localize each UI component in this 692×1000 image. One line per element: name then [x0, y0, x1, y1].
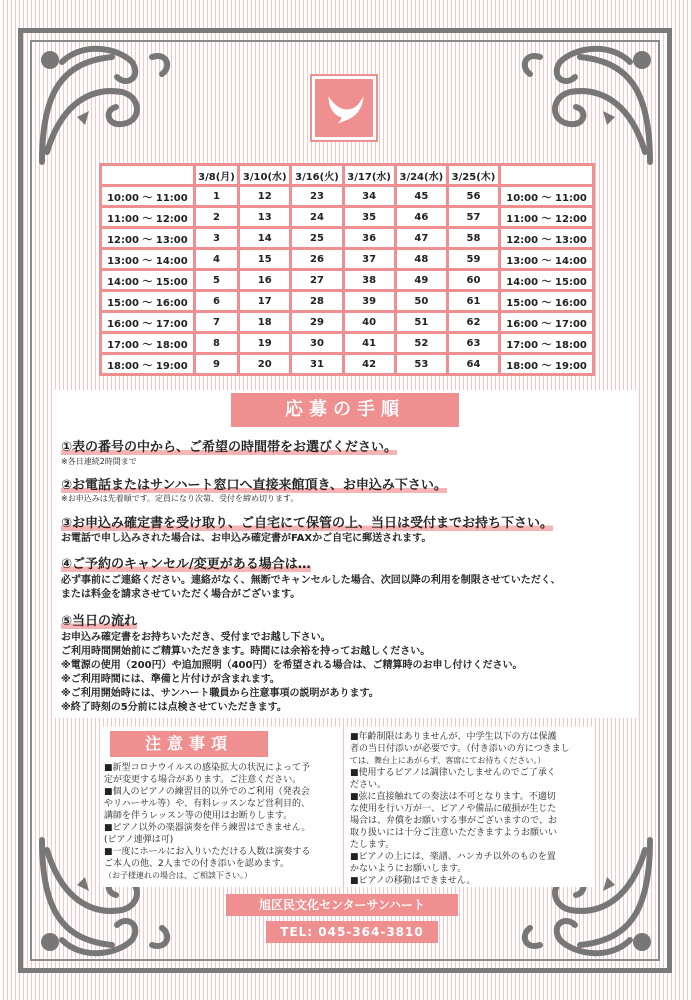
time-cell: 15:00 ～ 16:00 [501, 292, 592, 310]
slot-cell: 51 [397, 313, 446, 331]
slot-cell: 40 [345, 313, 394, 331]
caution-item: ■ピアノの上には、楽譜、ハンカチ以外のものを置 [350, 852, 556, 862]
top-left-ornament-icon [22, 32, 182, 182]
slot-cell: 28 [292, 292, 341, 310]
slot-cell: 47 [397, 229, 446, 247]
slot-cell: 30 [292, 334, 341, 352]
slot-cell: 37 [345, 250, 394, 268]
step-2-note: ※お申込みは先着順です。定員になり次第、受付を締め切ります。 [61, 494, 299, 503]
venue-name: 旭区民文化センターサンハート [226, 894, 458, 916]
table-row [102, 334, 592, 352]
header-cell [501, 166, 592, 184]
slot-cell: 58 [449, 229, 498, 247]
slot-cell: 4 [196, 250, 237, 268]
caution-item: ■使用するピアノは調律いたしませんのでご了承く [350, 768, 556, 778]
slot-cell: 3 [196, 229, 237, 247]
slot-cell: 16 [240, 271, 289, 289]
step-2-text: ②お電話またはサンハート窓口へ直接来館頂き、お申込み下さい。 [61, 478, 447, 493]
slot-cell: 46 [397, 208, 446, 226]
time-cell: 12:00 ～ 13:00 [501, 229, 592, 247]
slot-cell: 60 [449, 271, 498, 289]
slot-cell: 52 [397, 334, 446, 352]
step-4-text-line-2: または料金を請求させていただく場合がございます。 [61, 589, 301, 600]
caution-item: たします。 [350, 840, 395, 850]
step-4-text-line-1: 必ず事前にご連絡ください。連絡がなく、無断でキャンセルした場合、次回以降の利用を制限させていただく、 [61, 575, 561, 586]
slot-cell: 48 [397, 250, 446, 268]
header-cell: 3/24(水) [397, 166, 446, 184]
slot-cell: 57 [449, 208, 498, 226]
slot-cell: 20 [240, 355, 289, 373]
slot-cell: 39 [345, 292, 394, 310]
schedule-table [99, 163, 595, 376]
time-cell: 17:00 ～ 18:00 [102, 334, 193, 352]
table-row [102, 271, 592, 289]
slot-cell: 34 [345, 187, 394, 205]
slot-cell: 19 [240, 334, 289, 352]
slot-cell: 45 [397, 187, 446, 205]
slot-cell: 24 [292, 208, 341, 226]
time-cell: 11:00 ～ 12:00 [501, 208, 592, 226]
slot-cell: 35 [345, 208, 394, 226]
step-3 [61, 512, 553, 531]
slot-cell: 2 [196, 208, 237, 226]
time-cell: 14:00 ～ 15:00 [501, 271, 592, 289]
caution-item: かないようにお願いします。 [350, 864, 467, 874]
caution-right-list [350, 731, 570, 887]
step-2 [61, 474, 447, 493]
slot-cell: 59 [449, 250, 498, 268]
slot-cell: 31 [292, 355, 341, 373]
step-1 [61, 436, 397, 455]
step-5-line: ※ご利用開始時には、サンハート職員から注意事項の説明があります。 [61, 688, 379, 699]
slot-cell: 7 [196, 313, 237, 331]
table-row [102, 313, 592, 331]
step-5-text: ⑤当日の流れ [61, 614, 138, 629]
phone-number[interactable]: TEL: 045-364-3810 [266, 921, 438, 943]
slot-cell: 63 [449, 334, 498, 352]
slot-cell: 53 [397, 355, 446, 373]
step-5-line: ご利用時間開始前にご精算いただきます。時間には余裕を持ってお越しください。 [61, 646, 431, 657]
time-cell: 13:00 ～ 14:00 [102, 250, 193, 268]
procedure-title: 応募の手順 [231, 393, 459, 427]
step-5-line: お申込み確定書をお持ちいただき、受付までお越し下さい。 [61, 632, 331, 643]
slot-cell: 56 [449, 187, 498, 205]
caution-item: 場合は、弁償をお願いする事がございますので、お [350, 816, 557, 826]
caution-item: ■一度にホールにお入りいただける人数は演奏する [104, 847, 311, 857]
slot-cell: 18 [240, 313, 289, 331]
slot-cell: 26 [292, 250, 341, 268]
slot-cell: 27 [292, 271, 341, 289]
time-cell: 15:00 ～ 16:00 [102, 292, 193, 310]
caution-item: ては、舞台上にあがらず、客席にてお待ちください。） [350, 756, 546, 765]
time-cell: 14:00 ～ 15:00 [102, 271, 193, 289]
caution-item: 定が変更する場合があります。ご注意ください。 [104, 775, 302, 785]
table-row [102, 208, 592, 226]
caution-item: ださい。 [350, 780, 387, 790]
dove-icon [312, 76, 376, 140]
caution-item: ■ピアノの移動はできません。 [350, 876, 476, 886]
step-4 [61, 553, 311, 572]
step-1-text: ①表の番号の中から、ご希望の時間帯をお選びください。 [61, 440, 398, 455]
header-cell: 3/10(水) [240, 166, 289, 184]
time-cell: 18:00 ～ 19:00 [102, 355, 193, 373]
slot-cell: 64 [449, 355, 498, 373]
step-3-text-body: お電話で申し込みされた場合は、お申込み確定書がFAXかご自宅に郵送されます。 [61, 533, 432, 544]
time-cell: 17:00 ～ 18:00 [501, 334, 592, 352]
time-cell: 12:00 ～ 13:00 [102, 229, 193, 247]
slot-cell: 1 [196, 187, 237, 205]
caution-left-list [104, 762, 310, 882]
slot-cell: 5 [196, 271, 237, 289]
caution-item: 取り扱いには十分ご注意いただきますようお願いい [350, 828, 558, 838]
step-5-line: ※電源の使用（200円）や追加照明（400円）を希望される場合は、ご精算時のお申し付けください。 [61, 660, 523, 671]
header-cell [102, 166, 193, 184]
table-row [102, 250, 592, 268]
slot-cell: 38 [345, 271, 394, 289]
slot-cell: 61 [449, 292, 498, 310]
caution-item: ご本人の他、2人までの付き添いを認めます。 [104, 859, 290, 869]
slot-cell: 50 [397, 292, 446, 310]
step-5 [61, 610, 137, 629]
step-1-note: ※各日連続2時間まで [61, 457, 137, 466]
header-cell: 3/25(木) [449, 166, 498, 184]
time-cell: 16:00 ～ 17:00 [501, 313, 592, 331]
slot-cell: 49 [397, 271, 446, 289]
slot-cell: 23 [292, 187, 341, 205]
caution-item: ■弦に直接触れての奏法は不可となります。不適切 [350, 792, 556, 802]
step-5-line: ※終了時刻の5分前には点検させていただきます。 [61, 702, 287, 713]
time-cell: 16:00 ～ 17:00 [102, 313, 193, 331]
slot-cell: 12 [240, 187, 289, 205]
header-cell: 3/17(水) [345, 166, 394, 184]
header-cell: 3/8(月) [196, 166, 237, 184]
caution-item: 者の当日付添いが必要です。（付き添いの方につきまし [350, 744, 570, 754]
slot-cell: 6 [196, 292, 237, 310]
slot-cell: 13 [240, 208, 289, 226]
slot-cell: 9 [196, 355, 237, 373]
slot-cell: 25 [292, 229, 341, 247]
table-row [102, 355, 592, 373]
caution-title: 注意事項 [110, 731, 268, 757]
slot-cell: 14 [240, 229, 289, 247]
slot-cell: 17 [240, 292, 289, 310]
table-header-row [102, 166, 592, 184]
caution-item: やリハーサル等）や、有料レッスンなど営利目的、 [104, 799, 311, 809]
step-4-text: ④ご予約のキャンセル/変更がある場合は… [61, 557, 311, 572]
time-cell: 11:00 ～ 12:00 [102, 208, 193, 226]
time-cell: 10:00 ～ 11:00 [102, 187, 193, 205]
caution-item: な使用を行い万が一、ピアノや備品に破損が生じた [350, 804, 557, 814]
top-right-ornament-icon [510, 32, 670, 182]
table-row [102, 229, 592, 247]
caution-item: ■年齢制限はありませんが、中学生以下の方は保護 [350, 732, 557, 742]
step-3-text: ③お申込み確定書を受け取り、ご自宅にて保管の上、当日は受付までお持ち下さい。 [61, 516, 554, 531]
table-row [102, 292, 592, 310]
slot-cell: 29 [292, 313, 341, 331]
caution-item: ■個人のピアノの練習目的以外でのご利用（発表会 [104, 787, 310, 797]
step-5-line: ※ご利用時間には、準備と片付けが含まれます。 [61, 674, 280, 685]
slot-cell: 8 [196, 334, 237, 352]
caution-item: (ピアノ連弾は可) [104, 835, 174, 845]
time-cell: 10:00 ～ 11:00 [501, 187, 592, 205]
time-cell: 18:00 ～ 19:00 [501, 355, 592, 373]
caution-item: 講師を伴うレッスン等の使用はお断りします。 [104, 811, 293, 821]
slot-cell: 62 [449, 313, 498, 331]
slot-cell: 42 [345, 355, 394, 373]
slot-cell: 41 [345, 334, 394, 352]
caution-item: ■新型コロナウイルスの感染拡大の状況によって予 [104, 763, 310, 773]
header-cell: 3/16(火) [292, 166, 341, 184]
caution-item: （お子様連れの場合は、ご相談下さい。） [104, 871, 252, 880]
time-cell: 13:00 ～ 14:00 [501, 250, 592, 268]
slot-cell: 36 [345, 229, 394, 247]
slot-cell: 15 [240, 250, 289, 268]
caution-item: ■ピアノ以外の楽器演奏を伴う練習はできません。 [104, 823, 311, 833]
table-row [102, 187, 592, 205]
